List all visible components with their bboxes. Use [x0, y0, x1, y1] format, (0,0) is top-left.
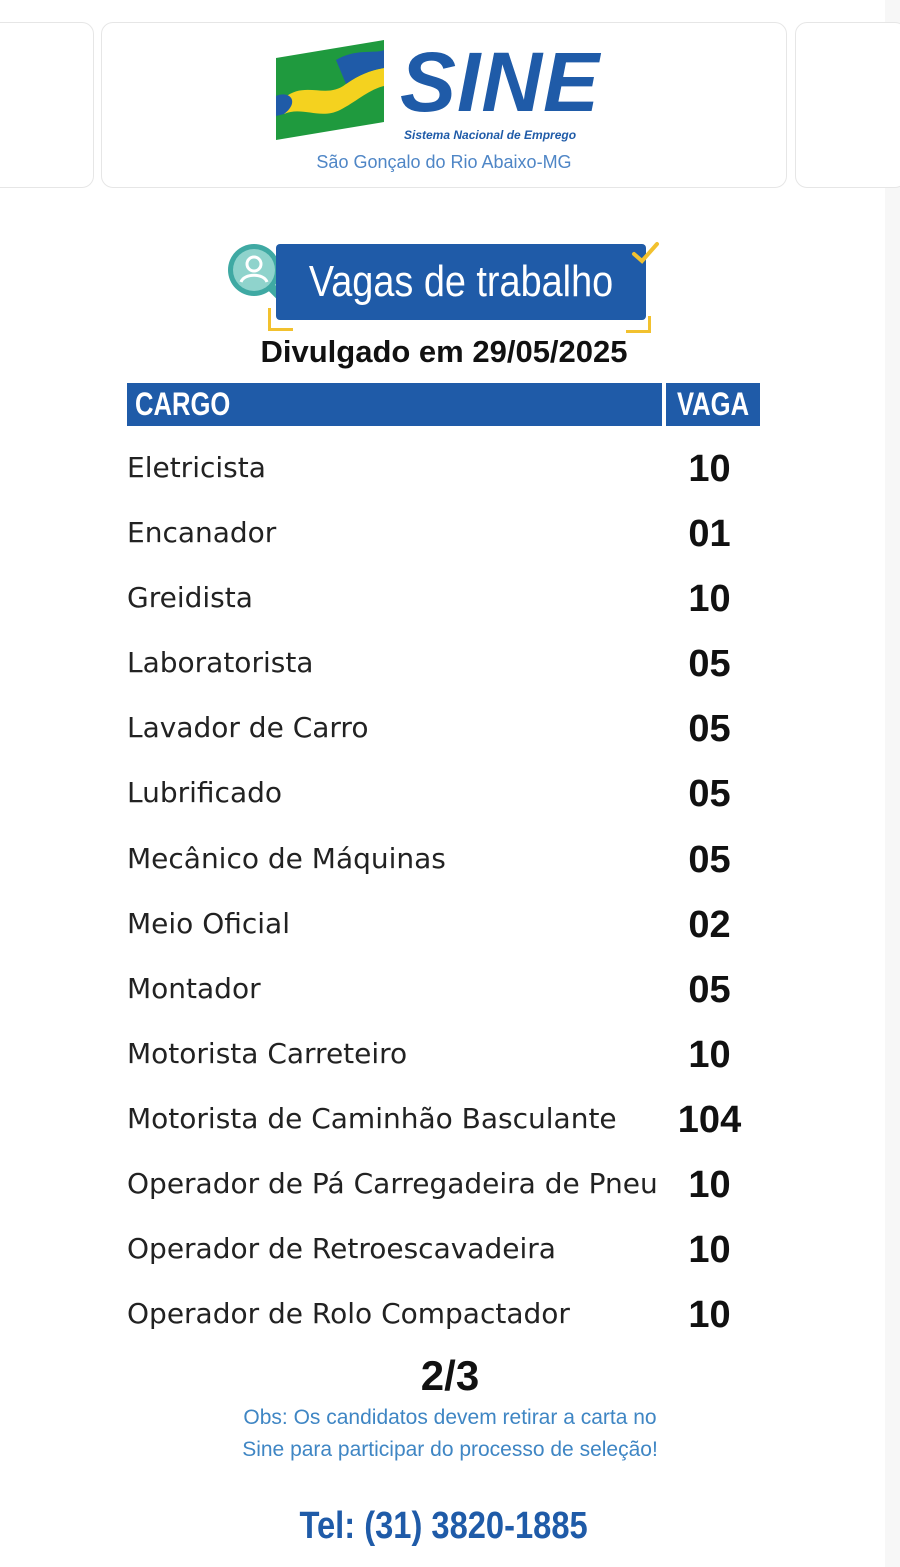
carousel-card-previous[interactable]: [0, 22, 94, 188]
vaga-count-cell: 05: [688, 773, 731, 816]
vaga-count-cell: 05: [688, 838, 731, 881]
cargo-cell: Operador de Retroescavadeira: [127, 1232, 556, 1266]
table-row: [127, 1024, 777, 1089]
table-row: [127, 763, 777, 828]
table-row: [127, 829, 777, 894]
cargo-cell: Mecânico de Máquinas: [127, 841, 446, 875]
phone-number[interactable]: Tel: (31) 3820-1885: [299, 1505, 589, 1547]
vaga-count-cell: 05: [688, 708, 731, 751]
column-header-cargo: CARGO: [127, 383, 662, 426]
page-indicator: 2/3: [420, 1352, 480, 1399]
table-row: [127, 698, 777, 763]
vaga-count-cell: 10: [688, 1229, 731, 1272]
cargo-cell: Encanador: [127, 516, 277, 550]
cargo-cell: Montador: [127, 971, 261, 1005]
vaga-count-cell: 10: [688, 1033, 731, 1076]
observation-line: Obs: Os candidatos devem retirar a carta no: [243, 1406, 657, 1429]
cargo-cell: Operador de Rolo Compactador: [127, 1297, 570, 1331]
scroll-edge: [885, 0, 900, 1567]
vaga-count-cell: 01: [688, 513, 731, 556]
table-row: [127, 1219, 777, 1284]
cargo-cell: Lavador de Carro: [127, 711, 369, 745]
table-row: [127, 1284, 777, 1349]
vaga-count-cell: 10: [688, 1294, 731, 1337]
cargo-cell: Operador de Pá Carregadeira de Pneu: [127, 1167, 658, 1201]
cargo-cell: Lubrificado: [127, 776, 283, 810]
vaga-count-cell: 10: [688, 1164, 731, 1207]
vaga-count-cell: 05: [688, 968, 731, 1011]
table-row: [127, 894, 777, 959]
carousel-card-next[interactable]: [795, 22, 900, 188]
banner-corner-decoration: [626, 316, 651, 333]
vagas-banner-title: Vagas de trabalho: [308, 257, 614, 306]
table-row: [127, 568, 777, 633]
table-row: [127, 503, 777, 568]
brazil-flag-logo-icon: [276, 40, 384, 140]
cargo-cell: Greidista: [127, 581, 253, 615]
table-row: [127, 438, 777, 503]
table-row: [127, 1089, 777, 1154]
table-row: [127, 1154, 777, 1219]
publish-date: Divulgado em 29/05/2025: [260, 334, 628, 369]
vaga-count-cell: 10: [688, 578, 731, 621]
vacancy-table: [127, 438, 777, 1349]
vaga-count-cell: 02: [688, 903, 731, 946]
banner-corner-decoration: [268, 308, 293, 331]
sine-logo-subtitle: Sistema Nacional de Emprego: [404, 128, 577, 142]
cargo-cell: Laboratorista: [127, 646, 314, 680]
vaga-count-cell: 10: [688, 448, 731, 490]
vaga-count-cell: 05: [688, 643, 731, 686]
vaga-count-cell: 104: [677, 1098, 742, 1141]
observation-note: [100, 1402, 800, 1466]
table-row: [127, 959, 777, 1024]
cargo-cell: Meio Oficial: [127, 906, 290, 940]
sine-logo-wordmark: SINE: [400, 35, 601, 129]
cargo-cell: Motorista de Caminhão Basculante: [127, 1101, 617, 1135]
table-row: [127, 633, 777, 698]
cargo-cell: Motorista Carreteiro: [127, 1036, 408, 1070]
city-label: São Gonçalo do Rio Abaixo-MG: [316, 152, 572, 172]
column-header-vaga: VAGA: [666, 383, 760, 426]
cargo-cell: Eletricista: [127, 451, 266, 484]
checkmark-icon: [630, 240, 660, 266]
observation-line: Sine para participar do processo de seleção!: [242, 1438, 658, 1461]
